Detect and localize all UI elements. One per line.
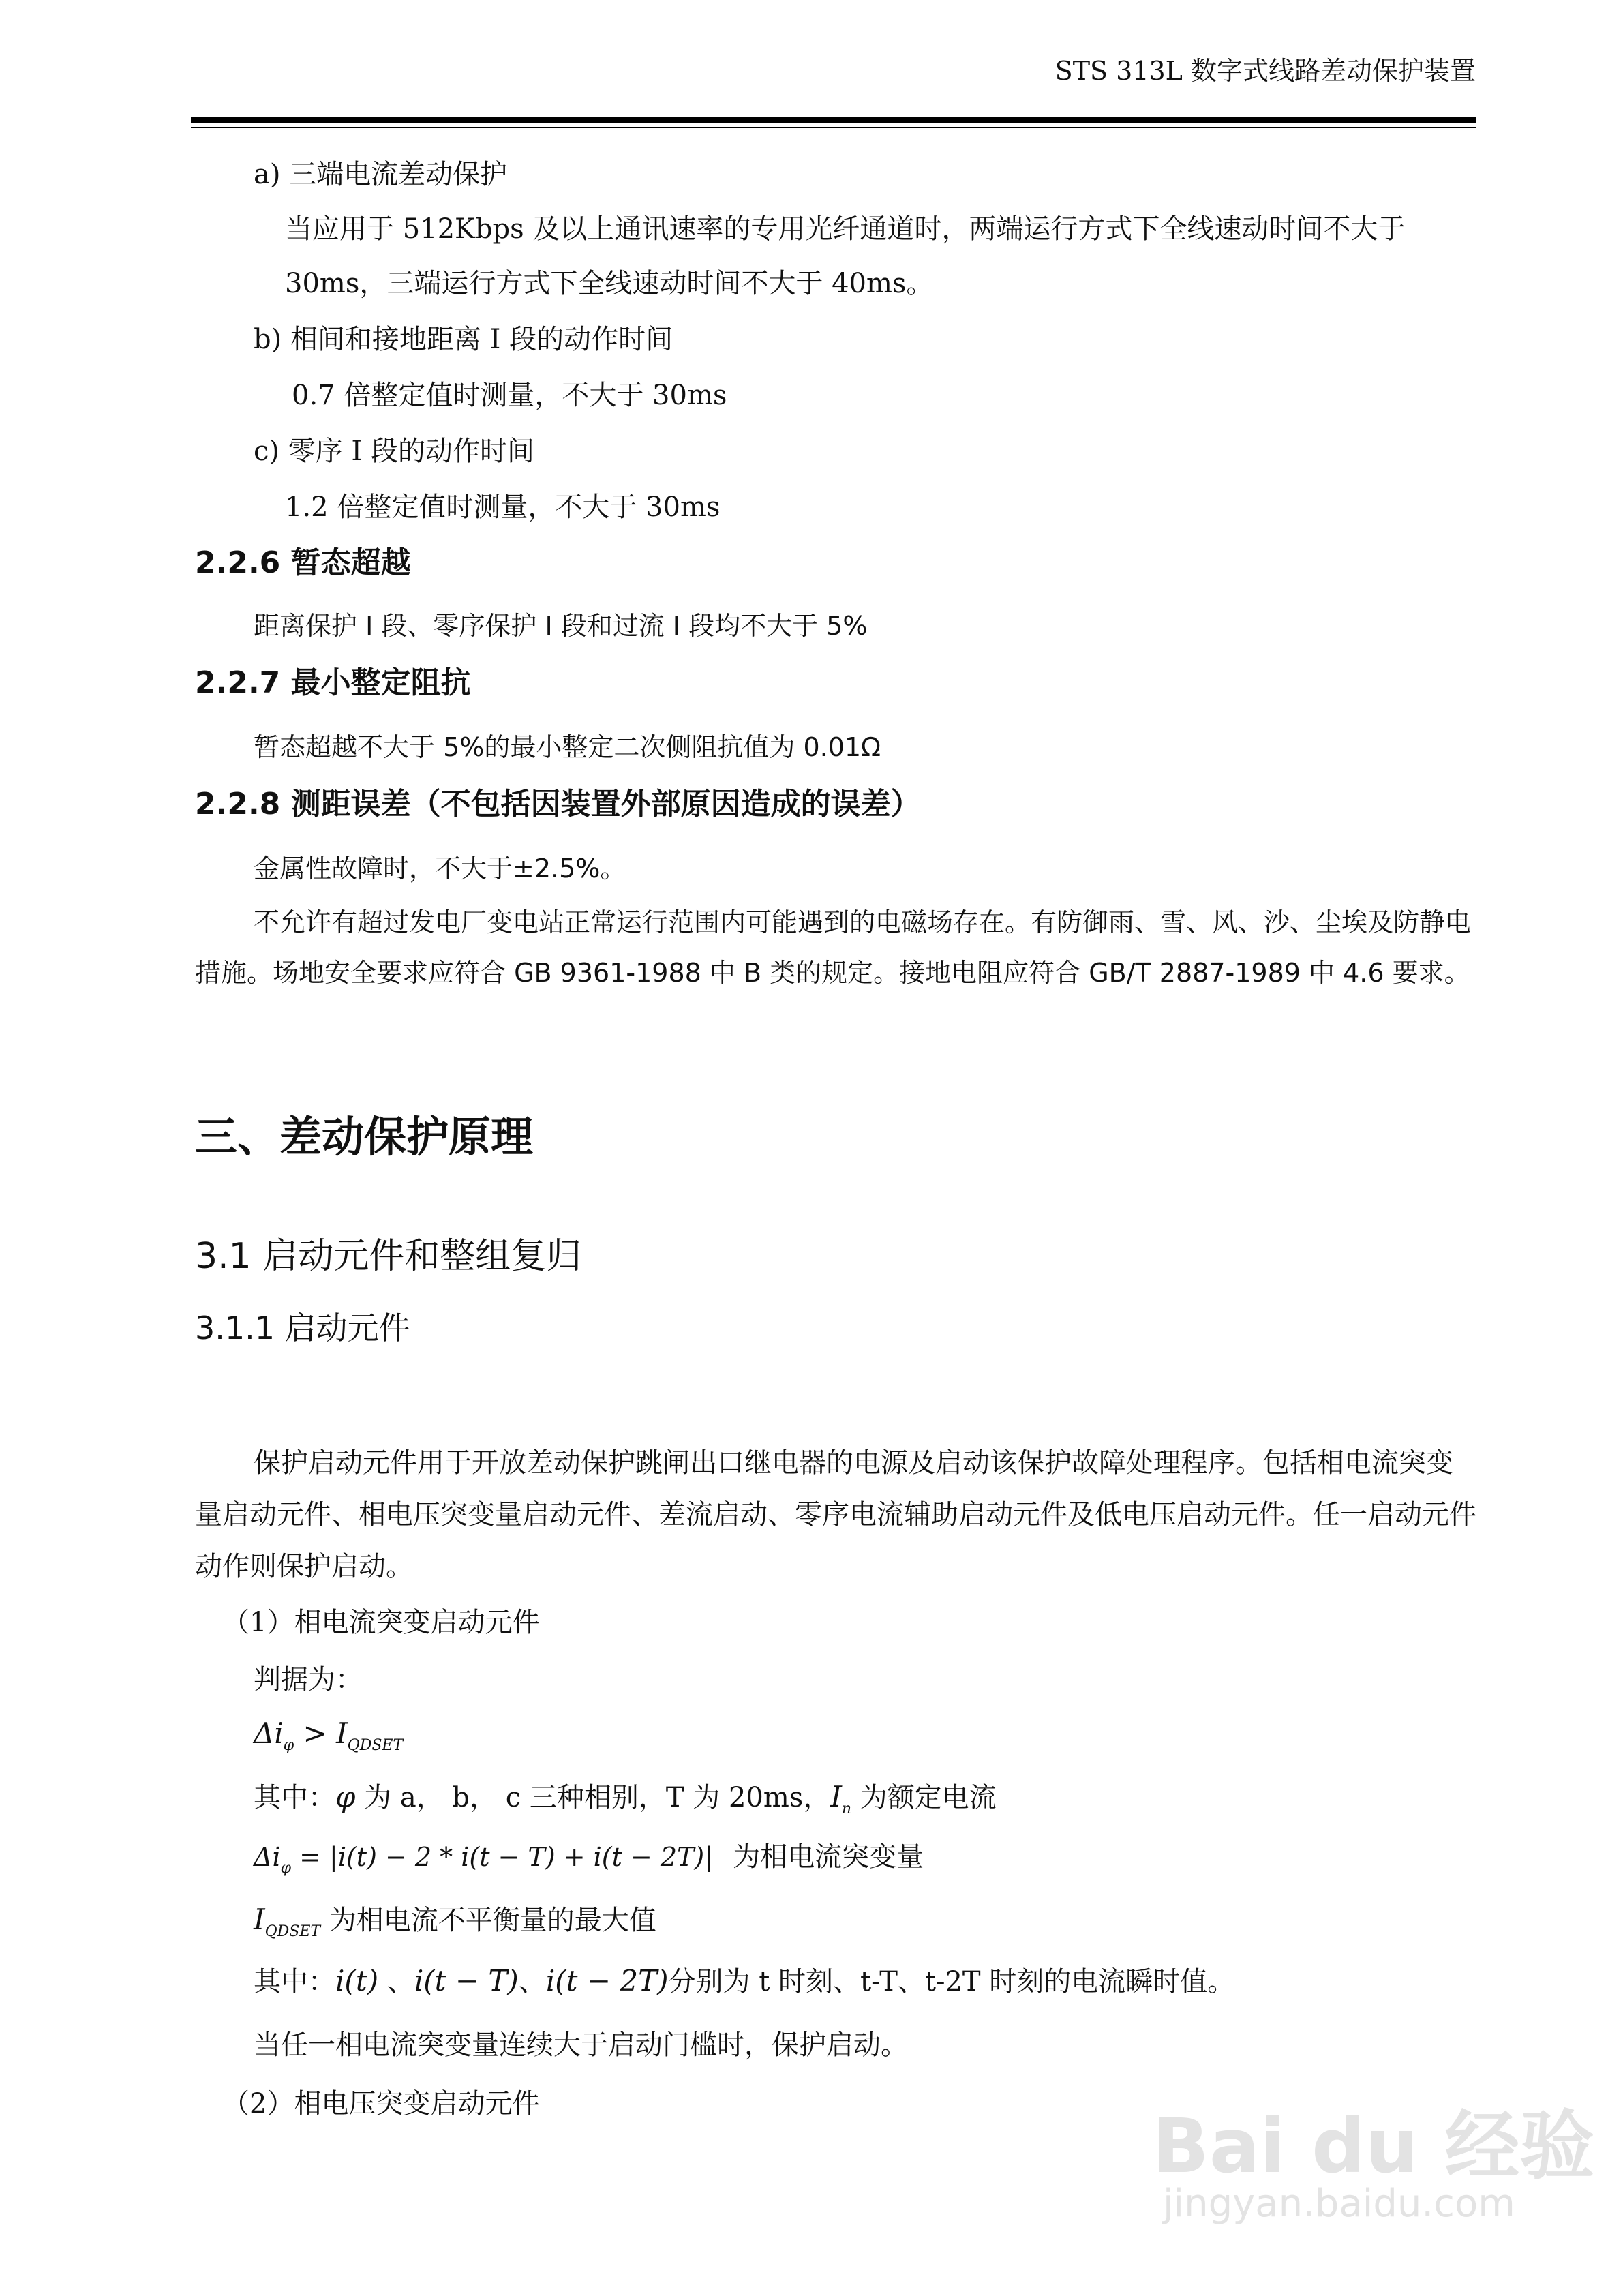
- item-a-line2: 30ms，三端运行方式下全线速动时间不大于 40ms。: [285, 268, 934, 299]
- item-2-title: （2）相电压突变启动元件: [222, 2088, 540, 2119]
- section-226-text: 距离保护 I 段、零序保护 I 段和过流 I 段均不大于 5%: [254, 611, 868, 641]
- where-line-2: 其中：i(t) 、i(t − T)、i(t − 2T)分别为 t 时刻、t-T、t-2T 时刻的电流瞬时值。: [254, 1964, 1235, 1997]
- section-228-title: 2.2.8 测距误差（不包括因装置外部原因造成的误差）: [195, 787, 921, 821]
- section-31-title: 3.1 启动元件和整组复归: [195, 1236, 582, 1277]
- item-a: a) 三端电流差动保护: [254, 159, 508, 190]
- where-line-1: 其中：φ 为 a， b， c 三种相别，T 为 20ms，$I_n$ 为额定电流: [254, 1780, 997, 1817]
- section-228-text: 金属性故障时，不大于±2.5%。: [254, 854, 626, 883]
- chapter-3-title: 三、差动保护原理: [195, 1112, 534, 1162]
- section-227-title: 2.2.7 最小整定阻抗: [195, 665, 471, 700]
- formula-1: $\Delta i_\varphi > I_{QDSET}$: [254, 1717, 404, 1754]
- baidu-watermark-url: jingyan.baidu.com: [1163, 2181, 1515, 2226]
- section-311-title: 3.1.1 启动元件: [195, 1310, 410, 1346]
- baidu-watermark-logo: Bai du 经验: [1152, 2102, 1595, 2190]
- criterion-label: 判据为：: [254, 1664, 363, 1695]
- iqdset-line: $I_{QDSET}$ 为相电流不平衡量的最大值: [254, 1903, 656, 1940]
- environment-paragraph: 不允许有超过发电厂变电站正常运行范围内可能遇到的电磁场存在。有防御雨、雪、风、沙、尘埃及防静电措施。场地安全要求应符合 GB 9361-1988 中 B 类的规定。接地电阻应符合 GB/T 2887-1989 中 4.6 要求。: [195, 907, 1472, 988]
- item-c: c) 零序 I 段的动作时间: [254, 436, 534, 467]
- header-rule-thin: [191, 127, 1476, 128]
- header-rule-thick: [191, 117, 1476, 123]
- section-226-title: 2.2.6 暂态超越: [195, 545, 411, 580]
- section-227-text: 暂态超越不大于 5%的最小整定二次侧阻抗值为 0.01Ω: [254, 732, 881, 762]
- formula-2: Δiφ = |i(t) − 2 * i(t − T) + i(t − 2T)| 为相电流突变量: [254, 1841, 924, 1877]
- item-b-line: 0.7 倍整定值时测量，不大于 30ms: [292, 380, 727, 411]
- item-b: b) 相间和接地距离 I 段的动作时间: [254, 324, 673, 355]
- item-c-line: 1.2 倍整定值时测量，不大于 30ms: [285, 492, 721, 523]
- trigger-line: 当任一相电流突变量连续大于启动门槛时，保护启动。: [254, 2029, 908, 2061]
- start-element-paragraph: 保护启动元件用于开放差动保护跳闸出口继电器的电源及启动该保护故障处理程序。包括相电流突变量启动元件、相电压突变量启动元件、差流启动、零序电流辅助启动元件及低电压启动元件。任一启动元件动作则保护启动。: [195, 1447, 1476, 1582]
- header-title: STS 313L 数字式线路差动保护装置: [1055, 56, 1476, 86]
- item-1-title: （1）相电流突变启动元件: [222, 1607, 540, 1638]
- item-a-line1: 当应用于 512Kbps 及以上通讯速率的专用光纤通道时，两端运行方式下全线速动时间不大于: [285, 213, 1406, 245]
